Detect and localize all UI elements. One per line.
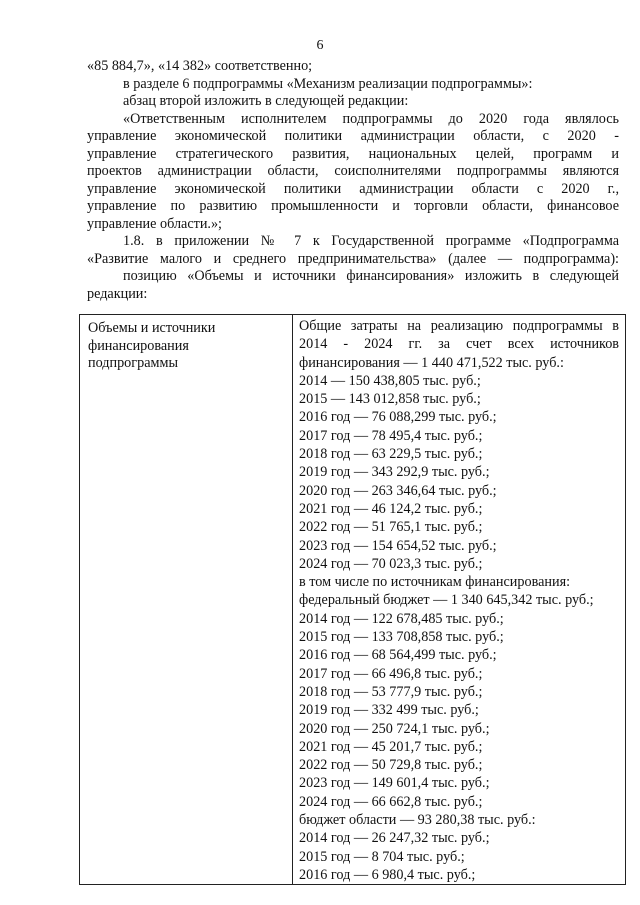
text-line: 1.8. в приложении № 7 к Государственной программе «Подпрограмма [123,233,619,249]
text-line: управление по развитию промышленности и торговли области, финансовое [87,198,619,214]
text-line: управление экономической политики администрации области, с 2020 - [87,128,619,144]
financing-value-line: 2014 — 150 438,805 тыс. руб.; [299,372,481,389]
financing-value-line: 2014 - 2024 гг. за счет всех источников [299,336,619,353]
financing-value-line: 2014 год — 122 678,485 тыс. руб.; [299,610,504,627]
text-line: «85 884,7», «14 382» соответственно; [87,58,313,74]
financing-label-line: Объемы и источники [88,320,216,336]
financing-value-line: 2019 год — 343 292,9 тыс. руб.; [299,464,490,481]
financing-value-line: 2016 год — 6 980,4 тыс. руб.; [299,866,476,883]
financing-value-line: 2014 год — 26 247,32 тыс. руб.; [299,830,490,847]
financing-value-line: 2017 год — 66 496,8 тыс. руб.; [299,665,483,682]
financing-value-line: 2020 год — 263 346,64 тыс. руб.; [299,482,497,499]
financing-value-line: в том числе по источникам финансирования: [299,574,571,591]
financing-label-line: финансирования [88,337,189,354]
text-line: «Развитие малого и среднего предпринимательства» (далее — подпрограмма): [87,250,619,267]
financing-value-line: 2021 год — 46 124,2 тыс. руб.; [299,500,483,517]
financing-value-line: 2020 год — 250 724,1 тыс. руб.; [299,720,490,737]
text-line: «Ответственным исполнителем подпрограммы до 2020 года являлось [123,110,619,127]
page-number: 6 [316,38,324,53]
text-line: в разделе 6 подпрограммы «Механизм реализации подпрограммы»: [123,75,533,92]
text-line: проектов администрации области, соисполнителями подпрограммы являются [87,163,619,179]
financing-value-line: 2024 год — 66 662,8 тыс. руб.; [299,793,483,810]
text-line: позицию «Объемы и источники финансирования» изложить в следующей [123,268,619,284]
financing-value-line: 2017 год — 78 495,4 тыс. руб.; [299,427,483,444]
text-line: абзац второй изложить в следующей редакции: [123,93,409,109]
financing-value-line: финансирования — 1 440 471,522 тыс. руб.: [299,354,564,371]
financing-value-line: 2023 год — 149 601,4 тыс. руб.; [299,775,490,792]
text-line: управление экономической политики администрации области с 2020 г., [87,180,619,197]
text-line: редакции: [87,285,148,302]
text-line: управление стратегического развития, национальных целей, программ и [87,145,619,162]
financing-value-line: 2015 год — 8 704 тыс. руб.; [299,848,465,865]
financing-value-line: 2024 год — 70 023,3 тыс. руб.; [299,555,483,572]
financing-value-line: 2022 год — 50 729,8 тыс. руб.; [299,757,483,774]
financing-value-line: 2015 — 143 012,858 тыс. руб.; [299,391,481,408]
financing-value-line: 2018 год — 63 229,5 тыс. руб.; [299,446,483,463]
financing-value-line: 2023 год — 154 654,52 тыс. руб.; [299,537,497,554]
financing-value-line: 2018 год — 53 777,9 тыс. руб.; [299,683,483,700]
financing-value-line: Общие затраты на реализацию подпрограммы в [299,318,619,334]
financing-value-line: 2019 год — 332 499 тыс. руб.; [299,702,479,719]
table-row [80,315,626,885]
financing-value-line: 2015 год — 133 708,858 тыс. руб.; [299,629,504,646]
financing-table [79,314,626,885]
document-body [87,58,619,303]
financing-value-line: 2021 год — 45 201,7 тыс. руб.; [299,738,483,755]
financing-value-line: бюджет области — 93 280,38 тыс. руб.: [299,812,536,829]
financing-label-line: подпрограммы [88,355,178,371]
text-line: управление области.»; [87,215,223,232]
financing-value-line: 2016 год — 76 088,299 тыс. руб.; [299,409,497,426]
financing-value-line: федеральный бюджет — 1 340 645,342 тыс. руб.; [299,592,594,609]
financing-value-line: 2022 год — 51 765,1 тыс. руб.; [299,519,483,536]
financing-values-cell [293,315,626,885]
financing-value-line: 2016 год — 68 564,499 тыс. руб.; [299,647,497,664]
financing-label-cell [80,315,293,885]
